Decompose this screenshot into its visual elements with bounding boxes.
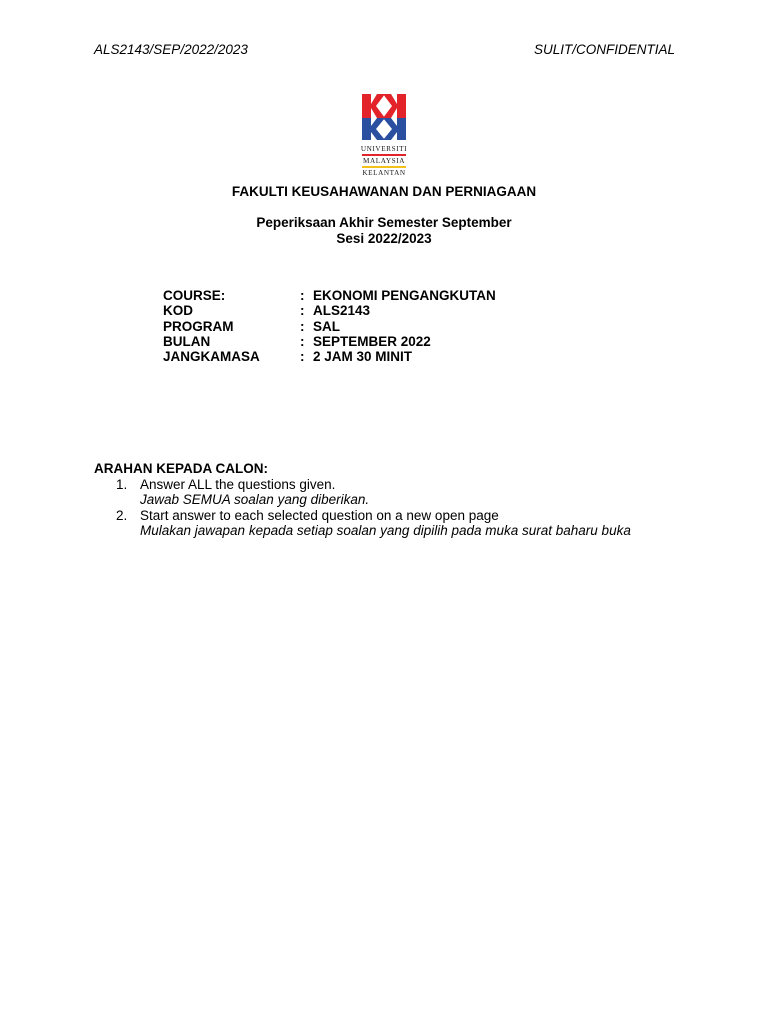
info-colon: : [300, 333, 305, 349]
course-info-row [163, 349, 496, 364]
exam-session: Sesi 2022/2023 [336, 231, 432, 246]
info-colon: : [300, 303, 305, 319]
exam-title: Peperiksaan Akhir Semester September [256, 215, 512, 230]
instruction-item [116, 477, 631, 508]
course-info-row [163, 303, 496, 318]
info-label: COURSE: [163, 288, 226, 303]
classification-label: SULIT/CONFIDENTIAL [533, 42, 675, 57]
info-value: EKONOMI PENGANGKUTAN [313, 288, 496, 303]
course-info-table [163, 288, 496, 364]
instruction-english: Answer ALL the questions given. [140, 477, 336, 492]
university-logo [333, 88, 435, 183]
umk-emblem-icon [360, 92, 408, 142]
info-value: SEPTEMBER 2022 [313, 333, 431, 349]
logo-divider-yellow [362, 166, 406, 168]
course-info-row [163, 288, 496, 303]
info-label: JANGKAMASA [163, 349, 260, 365]
instruction-malay: Mulakan jawapan kepada setiap soalan yang dipilih pada muka surat baharu buka [140, 522, 631, 538]
instruction-number: 1. [116, 477, 128, 492]
info-value: SAL [313, 318, 340, 334]
course-info-row [163, 334, 496, 349]
course-info-row [163, 319, 496, 334]
info-label: KOD [163, 303, 193, 319]
logo-text-kelantan: KELANTAN [362, 169, 406, 177]
info-label: PROGRAM [163, 318, 234, 334]
logo-text-malaysia: MALAYSIA [362, 157, 406, 165]
instruction-malay: Jawab SEMUA soalan yang diberikan. [140, 492, 370, 508]
info-colon: : [300, 349, 305, 365]
info-value: 2 JAM 30 MINIT [313, 349, 413, 365]
instruction-english: Start answer to each selected question on a new open page [140, 507, 499, 523]
info-value: ALS2143 [313, 303, 371, 319]
logo-divider-red [362, 154, 406, 156]
instruction-number: 2. [116, 507, 128, 523]
instruction-item [116, 508, 631, 539]
logo-text-universiti: UNIVERSITI [360, 145, 408, 153]
faculty-title: FAKULTI KEUSAHAWANAN DAN PERNIAGAAN [231, 184, 537, 199]
document-code: ALS2143/SEP/2022/2023 [94, 42, 248, 57]
info-label: BULAN [163, 333, 211, 349]
instructions-list [116, 477, 631, 538]
info-colon: : [300, 318, 305, 334]
instructions-title: ARAHAN KEPADA CALON: [94, 461, 268, 476]
info-colon: : [300, 288, 305, 303]
